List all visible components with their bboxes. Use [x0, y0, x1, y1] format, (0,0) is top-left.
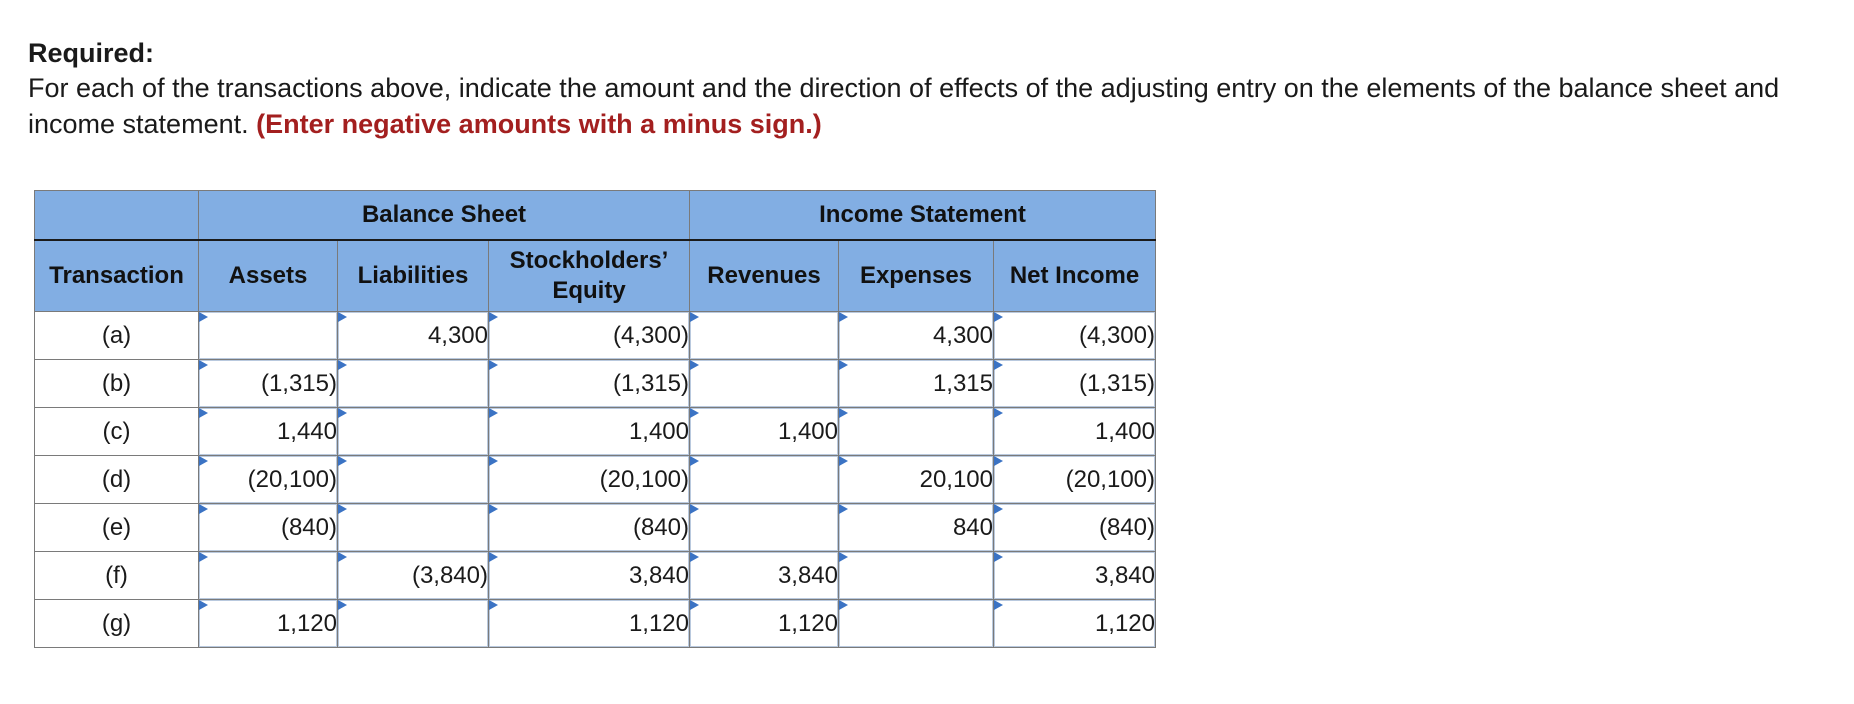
- header-liabilities: Liabilities: [338, 240, 489, 312]
- transaction-label: (a): [35, 312, 199, 360]
- cell-value: 1,400: [1094, 417, 1155, 445]
- table-row: [35, 408, 1156, 456]
- assets-input[interactable]: [199, 408, 338, 456]
- assets-input[interactable]: [199, 312, 338, 360]
- input-marker-icon: [199, 312, 208, 322]
- input-marker-icon: [690, 408, 699, 418]
- cell-value: 3,840: [1094, 561, 1155, 589]
- input-marker-icon: [994, 408, 1003, 418]
- expenses-input[interactable]: [839, 456, 994, 504]
- column-header-row: [35, 240, 1156, 312]
- revenues-input[interactable]: [690, 456, 839, 504]
- input-marker-icon: [489, 408, 498, 418]
- equity-input[interactable]: [489, 408, 690, 456]
- cell-value: (3,840): [411, 561, 488, 589]
- input-marker-icon: [199, 456, 208, 466]
- instructions: [28, 36, 1828, 142]
- cell-value: (1,315): [612, 369, 689, 397]
- cell-value: 4,300: [932, 321, 993, 349]
- group-header-row: [35, 191, 1156, 241]
- liabilities-input[interactable]: [338, 600, 489, 648]
- cell-value: 4,300: [427, 321, 488, 349]
- expenses-input[interactable]: [839, 504, 994, 552]
- cell-value: (20,100): [247, 465, 337, 493]
- input-marker-icon: [338, 408, 347, 418]
- input-marker-icon: [199, 360, 208, 370]
- input-marker-icon: [690, 456, 699, 466]
- cell-value: (840): [1098, 513, 1155, 541]
- cell-value: 1,120: [628, 609, 689, 637]
- input-marker-icon: [690, 312, 699, 322]
- cell-value: 3,840: [628, 561, 689, 589]
- revenues-input[interactable]: [690, 600, 839, 648]
- liabilities-input[interactable]: [338, 552, 489, 600]
- equity-input[interactable]: [489, 456, 690, 504]
- expenses-input[interactable]: [839, 552, 994, 600]
- input-marker-icon: [994, 312, 1003, 322]
- cell-value: 1,315: [932, 369, 993, 397]
- cell-value: (840): [280, 513, 337, 541]
- cell-value: 3,840: [777, 561, 838, 589]
- header-transaction: Transaction: [35, 240, 199, 312]
- assets-input[interactable]: [199, 552, 338, 600]
- input-marker-icon: [839, 600, 848, 610]
- revenues-input[interactable]: [690, 360, 839, 408]
- cell-value: (20,100): [1065, 465, 1155, 493]
- input-marker-icon: [994, 360, 1003, 370]
- input-marker-icon: [690, 600, 699, 610]
- revenues-input[interactable]: [690, 312, 839, 360]
- liabilities-input[interactable]: [338, 504, 489, 552]
- cell-value: (1,315): [260, 369, 337, 397]
- equity-input[interactable]: [489, 360, 690, 408]
- net-income-input[interactable]: [994, 408, 1156, 456]
- cell-value: 1,120: [276, 609, 337, 637]
- revenues-input[interactable]: [690, 504, 839, 552]
- table-row: [35, 552, 1156, 600]
- input-marker-icon: [338, 360, 347, 370]
- expenses-input[interactable]: [839, 360, 994, 408]
- input-marker-icon: [489, 312, 498, 322]
- header-income-statement: Income Statement: [690, 191, 1156, 241]
- transaction-label: (c): [35, 408, 199, 456]
- input-marker-icon: [994, 552, 1003, 562]
- header-expenses: Expenses: [839, 240, 994, 312]
- equity-input[interactable]: [489, 600, 690, 648]
- cell-value: 1,400: [777, 417, 838, 445]
- assets-input[interactable]: [199, 456, 338, 504]
- input-marker-icon: [199, 600, 208, 610]
- transaction-label: (f): [35, 552, 199, 600]
- assets-input[interactable]: [199, 504, 338, 552]
- liabilities-input[interactable]: [338, 408, 489, 456]
- required-note: (Enter negative amounts with a minus sign.): [256, 109, 822, 139]
- header-revenues: Revenues: [690, 240, 839, 312]
- net-income-input[interactable]: [994, 360, 1156, 408]
- input-marker-icon: [690, 552, 699, 562]
- table-row: [35, 504, 1156, 552]
- net-income-input[interactable]: [994, 600, 1156, 648]
- liabilities-input[interactable]: [338, 360, 489, 408]
- equity-input[interactable]: [489, 504, 690, 552]
- input-marker-icon: [338, 600, 347, 610]
- header-equity: Stockholders’ Equity: [489, 240, 690, 312]
- input-marker-icon: [839, 504, 848, 514]
- effects-table: [34, 190, 1156, 648]
- cell-value: 1,440: [276, 417, 337, 445]
- input-marker-icon: [839, 456, 848, 466]
- input-marker-icon: [489, 504, 498, 514]
- input-marker-icon: [994, 456, 1003, 466]
- input-marker-icon: [839, 408, 848, 418]
- cell-value: (840): [632, 513, 689, 541]
- assets-input[interactable]: [199, 360, 338, 408]
- header-net-income: Net Income: [994, 240, 1156, 312]
- input-marker-icon: [338, 504, 347, 514]
- table-row: [35, 312, 1156, 360]
- net-income-input[interactable]: [994, 504, 1156, 552]
- expenses-input[interactable]: [839, 312, 994, 360]
- equity-input[interactable]: [489, 312, 690, 360]
- revenues-input[interactable]: [690, 408, 839, 456]
- cell-value: (4,300): [1078, 321, 1155, 349]
- required-text: [28, 70, 1828, 142]
- table-row: [35, 360, 1156, 408]
- input-marker-icon: [489, 360, 498, 370]
- input-marker-icon: [338, 552, 347, 562]
- input-marker-icon: [338, 456, 347, 466]
- transaction-label: (d): [35, 456, 199, 504]
- input-marker-icon: [839, 360, 848, 370]
- cell-value: 840: [952, 513, 993, 541]
- input-marker-icon: [199, 504, 208, 514]
- liabilities-input[interactable]: [338, 456, 489, 504]
- table-row: [35, 456, 1156, 504]
- equity-input[interactable]: [489, 552, 690, 600]
- input-marker-icon: [199, 408, 208, 418]
- cell-value: 1,120: [1094, 609, 1155, 637]
- input-marker-icon: [690, 504, 699, 514]
- cell-value: 1,120: [777, 609, 838, 637]
- input-marker-icon: [994, 504, 1003, 514]
- net-income-input[interactable]: [994, 552, 1156, 600]
- required-body: For each of the transactions above, indicate the amount and the direction of effects of the adjusting entry on the elements of the balance sheet and income statement.: [28, 73, 1780, 139]
- input-marker-icon: [690, 360, 699, 370]
- cell-value: 20,100: [919, 465, 993, 493]
- net-income-input[interactable]: [994, 456, 1156, 504]
- header-blank: [35, 191, 199, 241]
- transaction-label: (b): [35, 360, 199, 408]
- cell-value: (4,300): [612, 321, 689, 349]
- transaction-label: (e): [35, 504, 199, 552]
- cell-value: (1,315): [1078, 369, 1155, 397]
- header-balance-sheet: Balance Sheet: [199, 191, 690, 241]
- input-marker-icon: [489, 552, 498, 562]
- header-assets: Assets: [199, 240, 338, 312]
- input-marker-icon: [839, 312, 848, 322]
- cell-value: 1,400: [628, 417, 689, 445]
- cell-value: (20,100): [599, 465, 689, 493]
- table-row: [35, 600, 1156, 648]
- expenses-input[interactable]: [839, 408, 994, 456]
- input-marker-icon: [994, 600, 1003, 610]
- input-marker-icon: [199, 552, 208, 562]
- assets-input[interactable]: [199, 600, 338, 648]
- required-heading: Required:: [28, 38, 155, 68]
- revenues-input[interactable]: [690, 552, 839, 600]
- net-income-input[interactable]: [994, 312, 1156, 360]
- expenses-input[interactable]: [839, 600, 994, 648]
- input-marker-icon: [489, 600, 498, 610]
- input-marker-icon: [489, 456, 498, 466]
- liabilities-input[interactable]: [338, 312, 489, 360]
- input-marker-icon: [338, 312, 347, 322]
- input-marker-icon: [839, 552, 848, 562]
- transaction-label: (g): [35, 600, 199, 648]
